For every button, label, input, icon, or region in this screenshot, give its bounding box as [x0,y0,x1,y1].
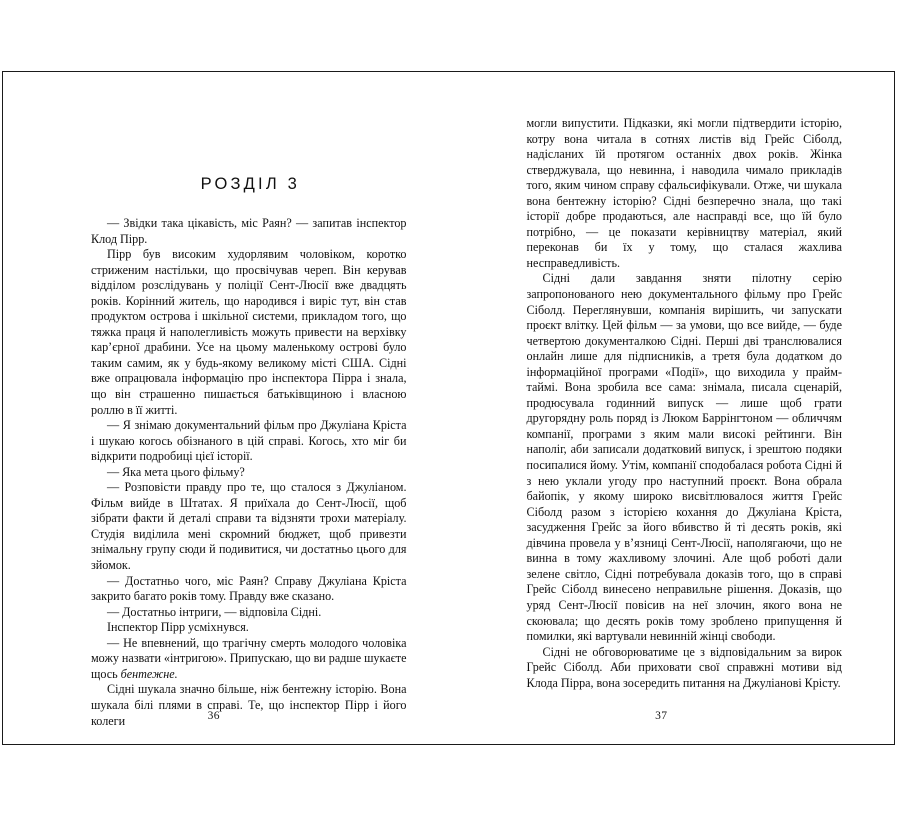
left-page-body [91,216,407,744]
paragraph: — Звідки така цікавість, міс Раян? — запитав інспектор Клод Пірр. [91,216,407,246]
paragraph: — Яка мета цього фільму? [107,464,245,479]
paragraph: Сідні шукала значно більше, ніж бентежну історію. Вона шукала білі плями в справі. Те, що інспектор Пірр і його колеги [91,682,407,728]
right-page-body [527,116,843,744]
book-spread-frame [2,71,895,745]
paragraph: Пірр був високим худорлявим чоловіком, коротко стриженим настільки, що просвічував череп. Він керував відділом розслідувань у поліції Сент-Люсії вже двадцять років. Корінний житель, що народився і виріс тут, він став продуктом острова і шкільної системи, прикладом того, що тяжка праця й наполегливість можуть привести на верхівку кар’єрної драбини. Усе на цьому маленькому острові було таким самим, як у будь-якому великому місті США. Сідні вже опрацювала інформацію про інспектора Пірра і знала, що він страшенно пишається батьківщиною і власною роллю в її житті. [91,247,407,417]
paragraph: Сідні дали завдання зняти пілотну серію запропонованого нею документального фільму про Грейс Сіболд. Переглянувши, компанія вирішить, чи запускати проєкт влітку. Цей фільм — за умови, що все вийде, — буде четвертою документалкою Сідні. Перші дві транслювалися онлайн лише для підписників, а третя була додатком до інформаційної програми «Події», що виходила у прайм-таймі. Вона зробила все сама: знімала, писала сценарій, продюсувала годинний випуск — лише щоб грати другорядну роль поряд із Люком Баррінгтоном — обличчям компанії, програми з яким мали високі рейтинги. Він наполіг, аби записали додатковий випуск, і зрештою подяки посипалися йому. Утім, компанії сподобалася робота Сідні й з нею уклали угоду про наступний проєкт. Вона обрала байопік, у якому широко висвітлювалося життя Грейс Сіболд разом з історією кохання до Джуліана Кріста, засудження Грейс за його вбивство й ті десять років, які дівчина провела у в’язниці Сент-Люсії, наполягаючи, що не винна в тому жахливому злочині. Але щоб роботі дали зелене світло, Сідні потребувала доказів того, що в справі Грейс Сіболд винесено неправильне рішення. Доказів, що уряд Сент-Люсії повісив на неї злочин, якого вона не скоювала; що десять років тому зроблено припущення й помилки, які вартували невинній жінці свободи. [526,271,842,644]
italic-emphasis: бентежне. [120,666,178,681]
left-page [3,72,449,744]
two-page-spread [3,72,894,744]
paragraph: — Достатньо інтриги, — відповіла Сідні. [107,604,322,619]
chapter-heading: РОЗДІЛ 3 [200,175,301,193]
right-page [449,72,895,744]
paragraph: — Достатньо чого, міс Раян? Справу Джуліана Кріста закрито багато років тому. Правду вже сказано. [91,573,407,604]
paragraph: — Я знімаю документальний фільм про Джуліана Кріста і шукаю когось обізнаного в цій справі. Когось, хто міг би відкрити подробиці цієї історії. [91,418,407,464]
paragraph: Сідні не обговорюватиме це з відповідальним за вирок Грейс Сіболд. Аби приховати свої справжні мотиви від Клода Пірра, вона зосередить питання на Джуліанові Крісту. [526,644,842,690]
page-number-left: 36 [207,710,220,722]
paragraph: Інспектор Пірр усміхнувся. [107,620,249,635]
page-number-right: 37 [655,710,668,722]
paragraph: могли випустити. Підказки, які могли підтвердити історію, котру вона читала в сотнях листів від Грейс Сіболд, надісланих їй протягом останніх двох років. Жінка стверджувала, що невинна, і наводила чимало прикладів того, яким чином справу сфальсифікували. Отже, чи шукала вона бентежну історію? Сідні безперечно знала, що такі історії добре продаються, але насправді все, що їй було потрібно, — це показати керівництву матеріал, який переконав би їх у тому, що сталася жахлива несправедливість. [526,116,842,270]
paragraph-text: — Не впевнений, що трагічну смерть молодого чоловіка можу назвати «інтригою». Припускаю, що ви радше шукаєте щось [91,635,407,681]
paragraph-with-italic [91,636,407,683]
paragraph: — Розповісти правду про те, що сталося з Джуліаном. Фільм вийде в Штатах. Я приїхала до Сент-Люсії, щоб зібрати факти й деталі справи та відзняти трохи матеріалу. Студія виділила мені скромний бюджет, щоб привезти знімальну групу сюди й подивитися, чи достатньо цього для зйомок. [91,480,407,573]
